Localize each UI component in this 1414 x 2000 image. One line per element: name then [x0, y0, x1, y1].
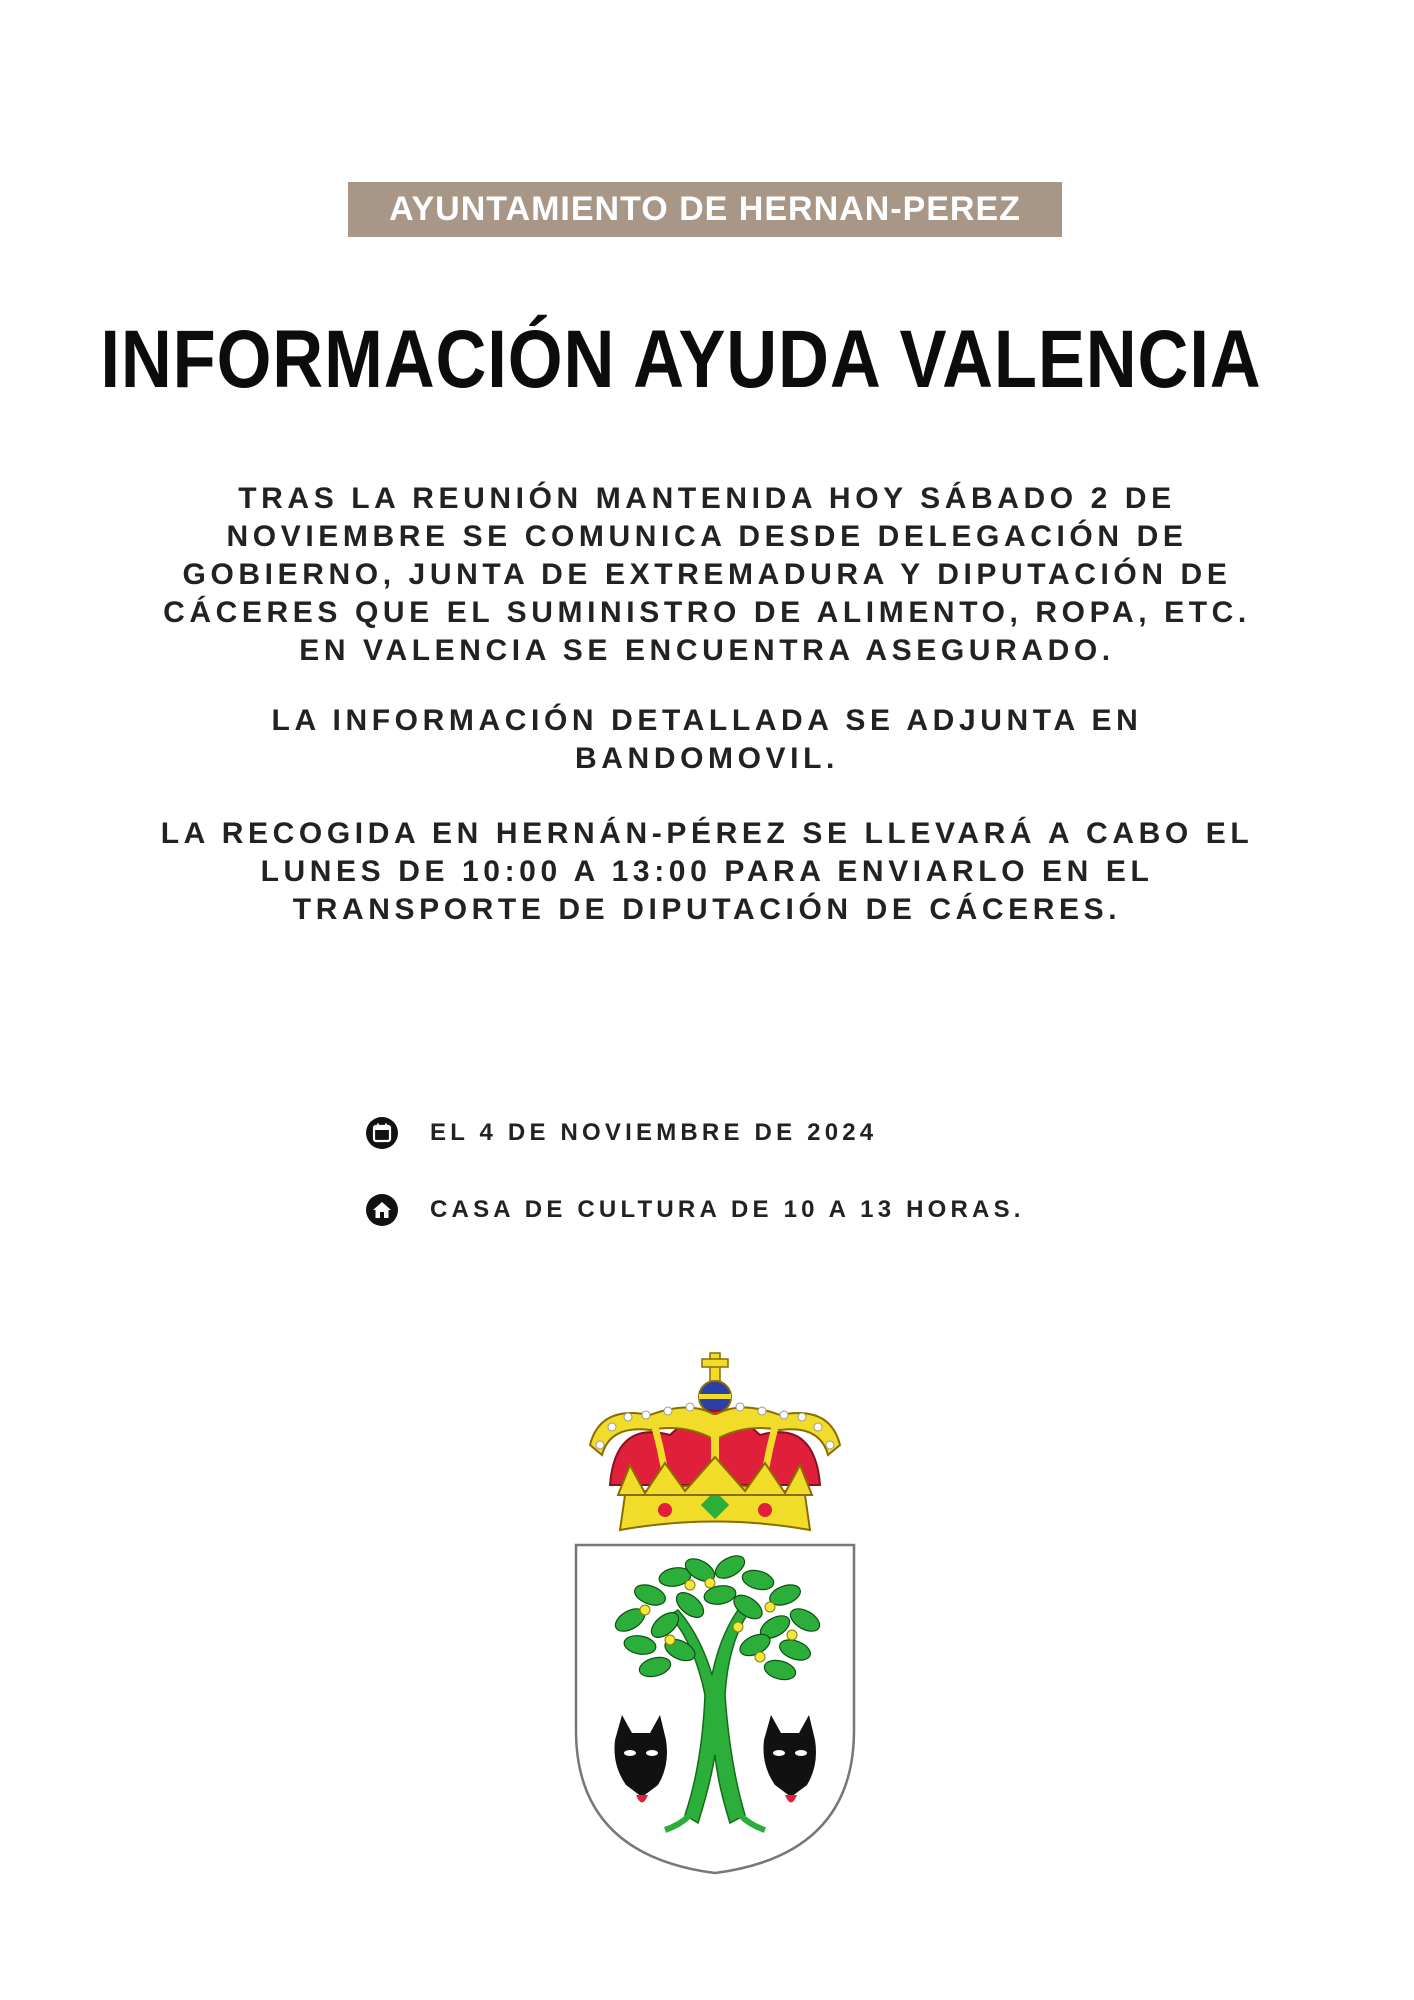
home-icon [366, 1194, 398, 1226]
announcement-paragraph-1 [150, 480, 1264, 670]
calendar-icon [366, 1117, 398, 1149]
event-date: EL 4 DE NOVIEMBRE DE 2024 [430, 1119, 878, 1146]
crown-cross [699, 1353, 731, 1413]
paragraph-line: CÁCERES QUE EL SUMINISTRO DE ALIMENTO, ROPA, ETC. [163, 596, 1251, 629]
crown [590, 1403, 840, 1530]
paragraph-line: NOVIEMBRE SE COMUNICA DESDE DELEGACIÓN DE [226, 520, 1188, 553]
organization-badge: AYUNTAMIENTO DE HERNAN-PEREZ [348, 182, 1062, 237]
page-title: INFORMACIÓN AYUDA VALENCIA [100, 314, 1262, 405]
announcement-paragraph-3 [150, 815, 1264, 929]
paragraph-line: LA INFORMACIÓN DETALLADA SE ADJUNTA EN [271, 704, 1143, 737]
announcement-paragraph-2 [150, 702, 1264, 778]
paragraph-line: LA RECOGIDA EN HERNÁN-PÉREZ SE LLEVARÁ A CABO EL [160, 817, 1254, 850]
date-info-row [366, 1113, 877, 1153]
paragraph-line: TRANSPORTE DE DIPUTACIÓN DE CÁCERES. [292, 893, 1122, 926]
event-place: CASA DE CULTURA DE 10 A 13 HORAS. [430, 1196, 1025, 1223]
paragraph-line: BANDOMOVIL. [575, 742, 839, 775]
place-info-row [366, 1190, 1025, 1230]
coat-of-arms-image [570, 1345, 860, 1880]
paragraph-line: GOBIERNO, JUNTA DE EXTREMADURA Y DIPUTACIÓN DE [182, 558, 1232, 591]
paragraph-line: EN VALENCIA SE ENCUENTRA ASEGURADO. [299, 634, 1115, 667]
paragraph-line: LUNES DE 10:00 A 13:00 PARA ENVIARLO EN EL [260, 855, 1154, 888]
paragraph-line: TRAS LA REUNIÓN MANTENIDA HOY SÁBADO 2 DE [238, 482, 1176, 515]
